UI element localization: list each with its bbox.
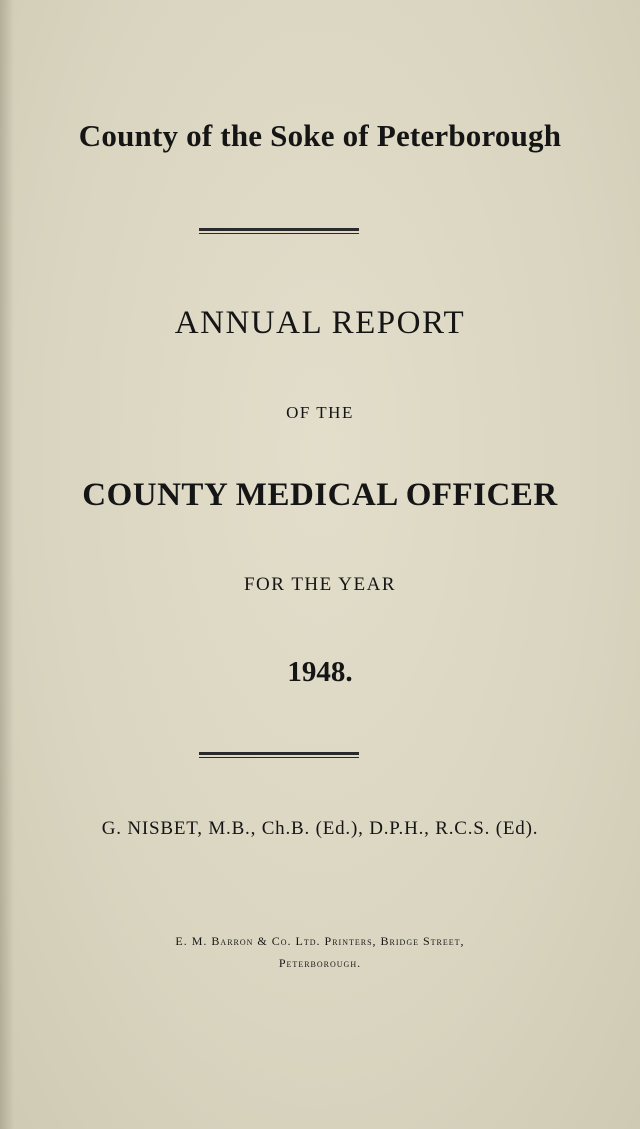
for-the-year-text: FOR THE YEAR xyxy=(243,574,397,595)
printer-imprint-line1: E. M. Barron & Co. Ltd. Printers, Bridge Street, xyxy=(175,934,465,948)
report-year: 1948. xyxy=(287,656,353,688)
of-the-text: OF THE xyxy=(286,403,354,422)
report-title: ANNUAL REPORT xyxy=(174,305,466,341)
author-credentials: G. NISBET, M.B., Ch.B. (Ed.), D.P.H., R.C.S. (Ed). xyxy=(101,818,539,839)
officer-heading: COUNTY MEDICAL OFFICER xyxy=(82,477,558,513)
printer-imprint-line2: Peterborough. xyxy=(278,956,362,970)
county-heading: County of the Soke of Peterborough xyxy=(78,118,562,153)
